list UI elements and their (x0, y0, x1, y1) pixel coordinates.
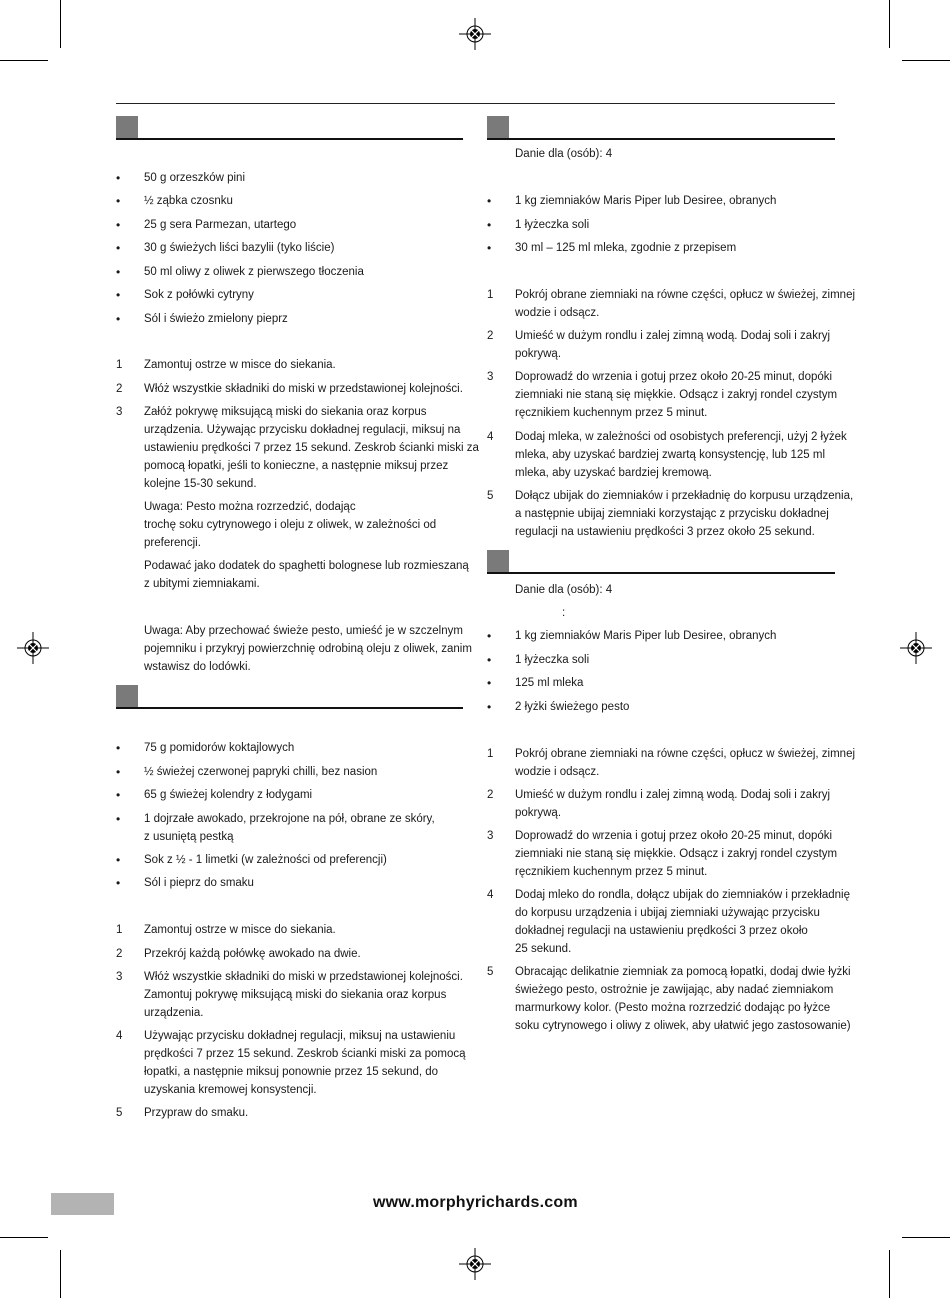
step-text: soku cytrynowego i oliwy z oliwek, aby ułatwić jego zastosowanie) (515, 1020, 851, 1032)
step-number: 1 (487, 748, 494, 760)
note-thinning: Uwaga: Pesto można rozrzedzić, dodając trochę soku cytrynowego i oleju z oliwek, w zależności od preferencji. (144, 501, 437, 549)
step-text: wodzie i odsącz. (515, 307, 600, 319)
ingredient: Sok z ½ - 1 limetki (w zależności od preferencji) (144, 854, 387, 866)
section-header-salsa (116, 685, 463, 709)
step-number: 2 (487, 330, 494, 342)
step-text: Dodaj mleka, w zależności od osobistych preferencji, użyj 2 łyżek (515, 431, 847, 443)
step-text: Doprowadź do wrzenia i gotuj przez około 20-25 minut, dopóki (515, 830, 833, 842)
step-text: Zamontuj ostrze w misce do siekania. (144, 359, 336, 371)
step-number: 1 (116, 359, 123, 371)
step-text: Doprowadź do wrzenia i gotuj przez około 20-25 minut, dopóki (515, 371, 833, 383)
ingredient: 65 g świeżej kolendry z łodygami (144, 789, 313, 801)
step-text: mleka, aby uzyskać bardziej zwartą konsystencję, lub 125 ml (515, 449, 826, 461)
step-text: Obracając delikatnie ziemniak za pomocą łopatki, dodaj dwie łyżki (515, 966, 851, 978)
section-header-pesto-mash (487, 550, 835, 574)
ingredient: ½ świeżej czerwonej papryki chilli, bez nasion (144, 766, 378, 778)
ingredient: 30 ml – 125 ml mleka, zgodnie z przepisem (515, 242, 737, 254)
footer-url[interactable]: www.morphyrichards.com (373, 1194, 578, 1211)
step-number: 5 (116, 1107, 123, 1119)
section-header-pesto (116, 116, 463, 140)
step-text: a następnie ubijaj ziemniaki korzystając z przycisku dokładnej (515, 508, 829, 520)
step-text: Dołącz ubijak do ziemniaków i przekładnię do korpusu urządzenia, (515, 490, 854, 502)
ingredient: Sól i świeżo zmielony pieprz (144, 313, 288, 325)
ingredient: 50 ml oliwy z oliwek z pierwszego tłoczenia (144, 266, 364, 278)
step-number: 2 (487, 789, 494, 801)
step-number: 2 (116, 948, 123, 960)
section-square (487, 116, 509, 138)
step-number: 4 (487, 431, 494, 443)
section-square (116, 685, 138, 707)
step-text: świeżego pesto, ostrożnie je zawijając, aby nadać ziemniakom (515, 984, 834, 996)
crop-mark (60, 1250, 61, 1298)
crop-mark (902, 60, 950, 61)
step-number: 1 (116, 924, 123, 936)
step-text: pokrywą. (515, 807, 562, 819)
step-text: ziemniaki nie staną się miękkie. Odsącz i zakryj rondel czystym (515, 389, 838, 401)
crop-mark (889, 0, 890, 48)
step-text: marmurkowy kolor. (Pesto można rozrzedzić dodając po łyżce (515, 1002, 831, 1014)
step-text: dokładnej regulacji na ustawieniu prędkości 3 przez około (515, 925, 808, 937)
step-text: Pokrój obrane ziemniaki na równe części, opłucz w świeżej, zimnej (515, 289, 856, 301)
registration-mark-icon (459, 18, 491, 50)
serves-text: Danie dla (osób): 4 (515, 584, 613, 596)
step-text: urządzenia. Używając przycisku dokładnej regulacji, miksuj na (144, 424, 461, 436)
ingredient: 1 łyżeczka soli (515, 219, 590, 231)
section-header-mash (487, 116, 835, 140)
ingredient: 75 g pomidorów koktajlowych (144, 742, 295, 754)
note-serving: Podawać jako dodatek do spaghetti bolognese lub rozmieszaną z ubitymi ziemniakami. (144, 560, 469, 590)
step-text: Pokrój obrane ziemniaki na równe części, opłucz w świeżej, zimnej (515, 748, 856, 760)
step-number: 4 (487, 889, 494, 901)
step-text: Włóż wszystkie składniki do miski w przedstawionej kolejności. (144, 383, 463, 395)
step-text: łopatki, a następnie miksuj ponownie przez 15 sekund, do (144, 1066, 439, 1078)
crop-mark (889, 1250, 890, 1298)
registration-mark-icon (17, 632, 49, 664)
step-text: Przekrój każdą połówkę awokado na dwie. (144, 948, 361, 960)
registration-mark-icon (459, 1248, 491, 1280)
step-number: 3 (116, 971, 123, 983)
step-text: Włóż wszystkie składniki do miski w przedstawionej kolejności. (144, 971, 463, 983)
step-text: pokrywą. (515, 348, 562, 360)
crop-mark (0, 60, 48, 61)
step-number: 3 (116, 406, 123, 418)
ingredient: 1 dojrzałe awokado, przekrojone na pół, obrane ze skóry, (144, 813, 435, 825)
crop-mark (0, 1237, 48, 1238)
step-number: 2 (116, 383, 123, 395)
crop-mark (60, 0, 61, 48)
step-text: wodzie i odsącz. (515, 766, 600, 778)
crop-mark (902, 1237, 950, 1238)
section-square (487, 550, 509, 572)
ingredient: 1 kg ziemniaków Maris Piper lub Desiree, obranych (515, 195, 777, 207)
step-text: ręcznikiem kuchennym przez 5 minut. (515, 866, 708, 878)
section-square (116, 116, 138, 138)
header-rule (116, 103, 835, 104)
note-storage: Uwaga: Aby przechować świeże pesto, umieść je w szczelnym pojemniku i przykryj powierzchnię odrobiną oleju z oliwek, zanim wstawisz do lodówki. (144, 625, 472, 673)
step-number: 5 (487, 966, 494, 978)
step-text: mleka, aby uzyskać bardziej kremową. (515, 467, 712, 479)
page-number-box (51, 1193, 114, 1215)
step-number: 5 (487, 490, 494, 502)
ingredient: Sok z połówki cytryny (144, 289, 254, 301)
step-text: ustawieniu prędkości 7 przez 15 sekund. Zeskrob ścianki miski za (144, 442, 479, 454)
step-number: 3 (487, 830, 494, 842)
step-text: pomocą łopatki, jeśli to konieczne, a następnie miksuj przez (144, 460, 449, 472)
ingredient: 30 g świeżych liści bazylii (tyko liście) (144, 242, 335, 254)
step-text: Zamontuj ostrze w misce do siekania. (144, 924, 336, 936)
ingredient: z usuniętą pestką (144, 831, 234, 843)
step-text: regulacji na ustawieniu prędkości 3 przez około 25 sekund. (515, 526, 815, 538)
step-text: Zamontuj pokrywę miksującą miski do siekania oraz korpus (144, 989, 447, 1001)
ingredient: ½ ząbka czosnku (144, 195, 233, 207)
step-text: Umieść w dużym rondlu i zalej zimną wodą. Dodaj soli i zakryj (515, 789, 831, 801)
step-text: uzyskania kremowej konsystencji. (144, 1084, 317, 1096)
ingredient: 1 kg ziemniaków Maris Piper lub Desiree, obranych (515, 630, 777, 642)
step-text: urządzenia. (144, 1007, 204, 1019)
step-text: kolejne 15-30 sekund. (144, 478, 257, 490)
step-text: Dodaj mleko do rondla, dołącz ubijak do ziemniaków i przekładnię (515, 889, 850, 901)
step-text: Używając przycisku dokładnej regulacji, miksuj na ustawieniu (144, 1030, 456, 1042)
ingredient: 1 łyżeczka soli (515, 654, 590, 666)
step-text: ręcznikiem kuchennym przez 5 minut. (515, 407, 708, 419)
step-number: 3 (487, 371, 494, 383)
step-text: Przypraw do smaku. (144, 1107, 249, 1119)
step-text: ziemniaki nie staną się miękkie. Odsącz i zakryj rondel czystym (515, 848, 838, 860)
registration-mark-icon (900, 632, 932, 664)
ingredient: 2 łyżki świeżego pesto (515, 701, 630, 713)
step-number: 1 (487, 289, 494, 301)
step-text: 25 sekund. (515, 943, 572, 955)
ingredient: Sól i pieprz do smaku (144, 877, 254, 889)
serves-text: Danie dla (osób): 4 (515, 148, 613, 160)
step-text: Załóż pokrywę miksującą miski do siekania oraz korpus (144, 406, 427, 418)
step-text: Umieść w dużym rondlu i zalej zimną wodą. Dodaj soli i zakryj (515, 330, 831, 342)
step-text: prędkości 7 przez 15 sekund. Zeskrob ścianki miski za pomocą (144, 1048, 466, 1060)
step-text: do korpusu urządzenia i ubijaj ziemniaki używając przycisku (515, 907, 820, 919)
ingredient: 125 ml mleka (515, 677, 584, 689)
ingredient: 25 g sera Parmezan, utartego (144, 219, 297, 231)
colon-mark: : (562, 607, 566, 619)
ingredient: 50 g orzeszków pini (144, 172, 245, 184)
step-number: 4 (116, 1030, 123, 1042)
